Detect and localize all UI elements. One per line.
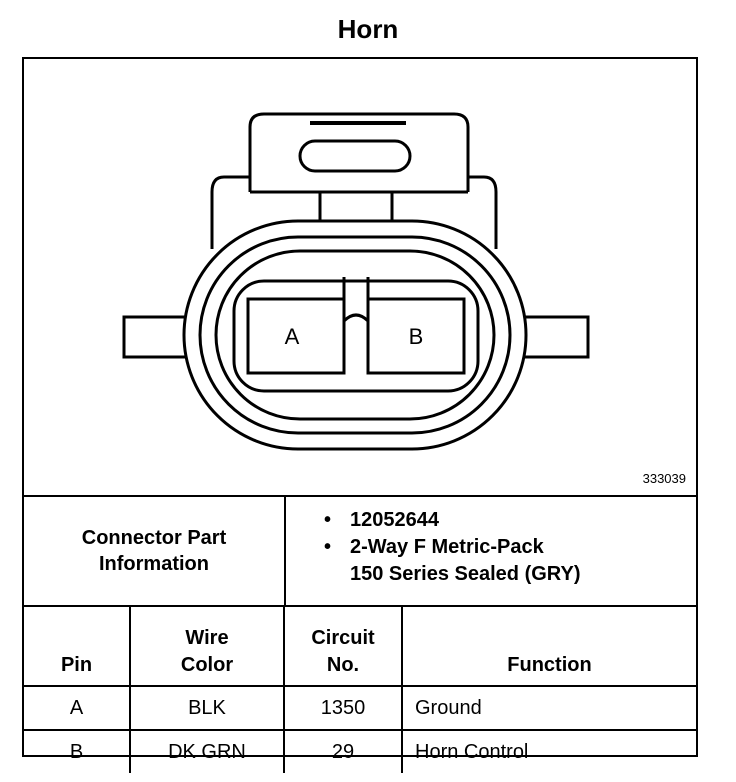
connector-info-item: • 12052644 bbox=[324, 507, 581, 534]
header-wire-color: Wire Color bbox=[130, 607, 284, 686]
header-function: Function bbox=[402, 607, 696, 686]
cell-function: Ground bbox=[402, 686, 696, 730]
table-row bbox=[24, 686, 696, 730]
connector-part-info bbox=[24, 497, 696, 607]
table-row bbox=[24, 730, 696, 773]
diagram-title: Horn bbox=[337, 14, 399, 44]
connector-info-list bbox=[324, 507, 581, 588]
connector-info-item: • 2-Way F Metric-Pack 150 Series Sealed (GRY) bbox=[324, 536, 581, 585]
figure-number: 333039 bbox=[642, 471, 686, 486]
cavity-label-a: A bbox=[284, 324, 300, 349]
cell-circuit-no: 29 bbox=[284, 730, 402, 773]
header-pin: Pin bbox=[24, 607, 130, 686]
bullet-icon: • bbox=[324, 536, 332, 558]
header-circuit-no: Circuit No. bbox=[284, 607, 402, 686]
cell-function: Horn Control bbox=[415, 740, 529, 763]
bullet-icon: • bbox=[324, 509, 332, 531]
cell-circuit-no: 1350 bbox=[284, 686, 402, 730]
pin-table bbox=[24, 607, 696, 773]
connector-frame bbox=[22, 57, 698, 763]
connector-info-label: Connector Part Information bbox=[24, 497, 286, 605]
cell-wire-color: BLK bbox=[130, 686, 284, 730]
cell-wire-color: DK GRN bbox=[130, 730, 284, 773]
connector-illustration bbox=[24, 59, 696, 497]
cell-pin: B bbox=[24, 730, 130, 773]
cell-pin: A bbox=[24, 686, 130, 730]
lock-tab bbox=[250, 114, 468, 192]
connector-drawing bbox=[24, 59, 696, 495]
table-header-row bbox=[24, 607, 696, 686]
right-ear bbox=[524, 317, 588, 357]
cavity-label-b: B bbox=[408, 324, 424, 349]
left-ear bbox=[124, 317, 186, 357]
